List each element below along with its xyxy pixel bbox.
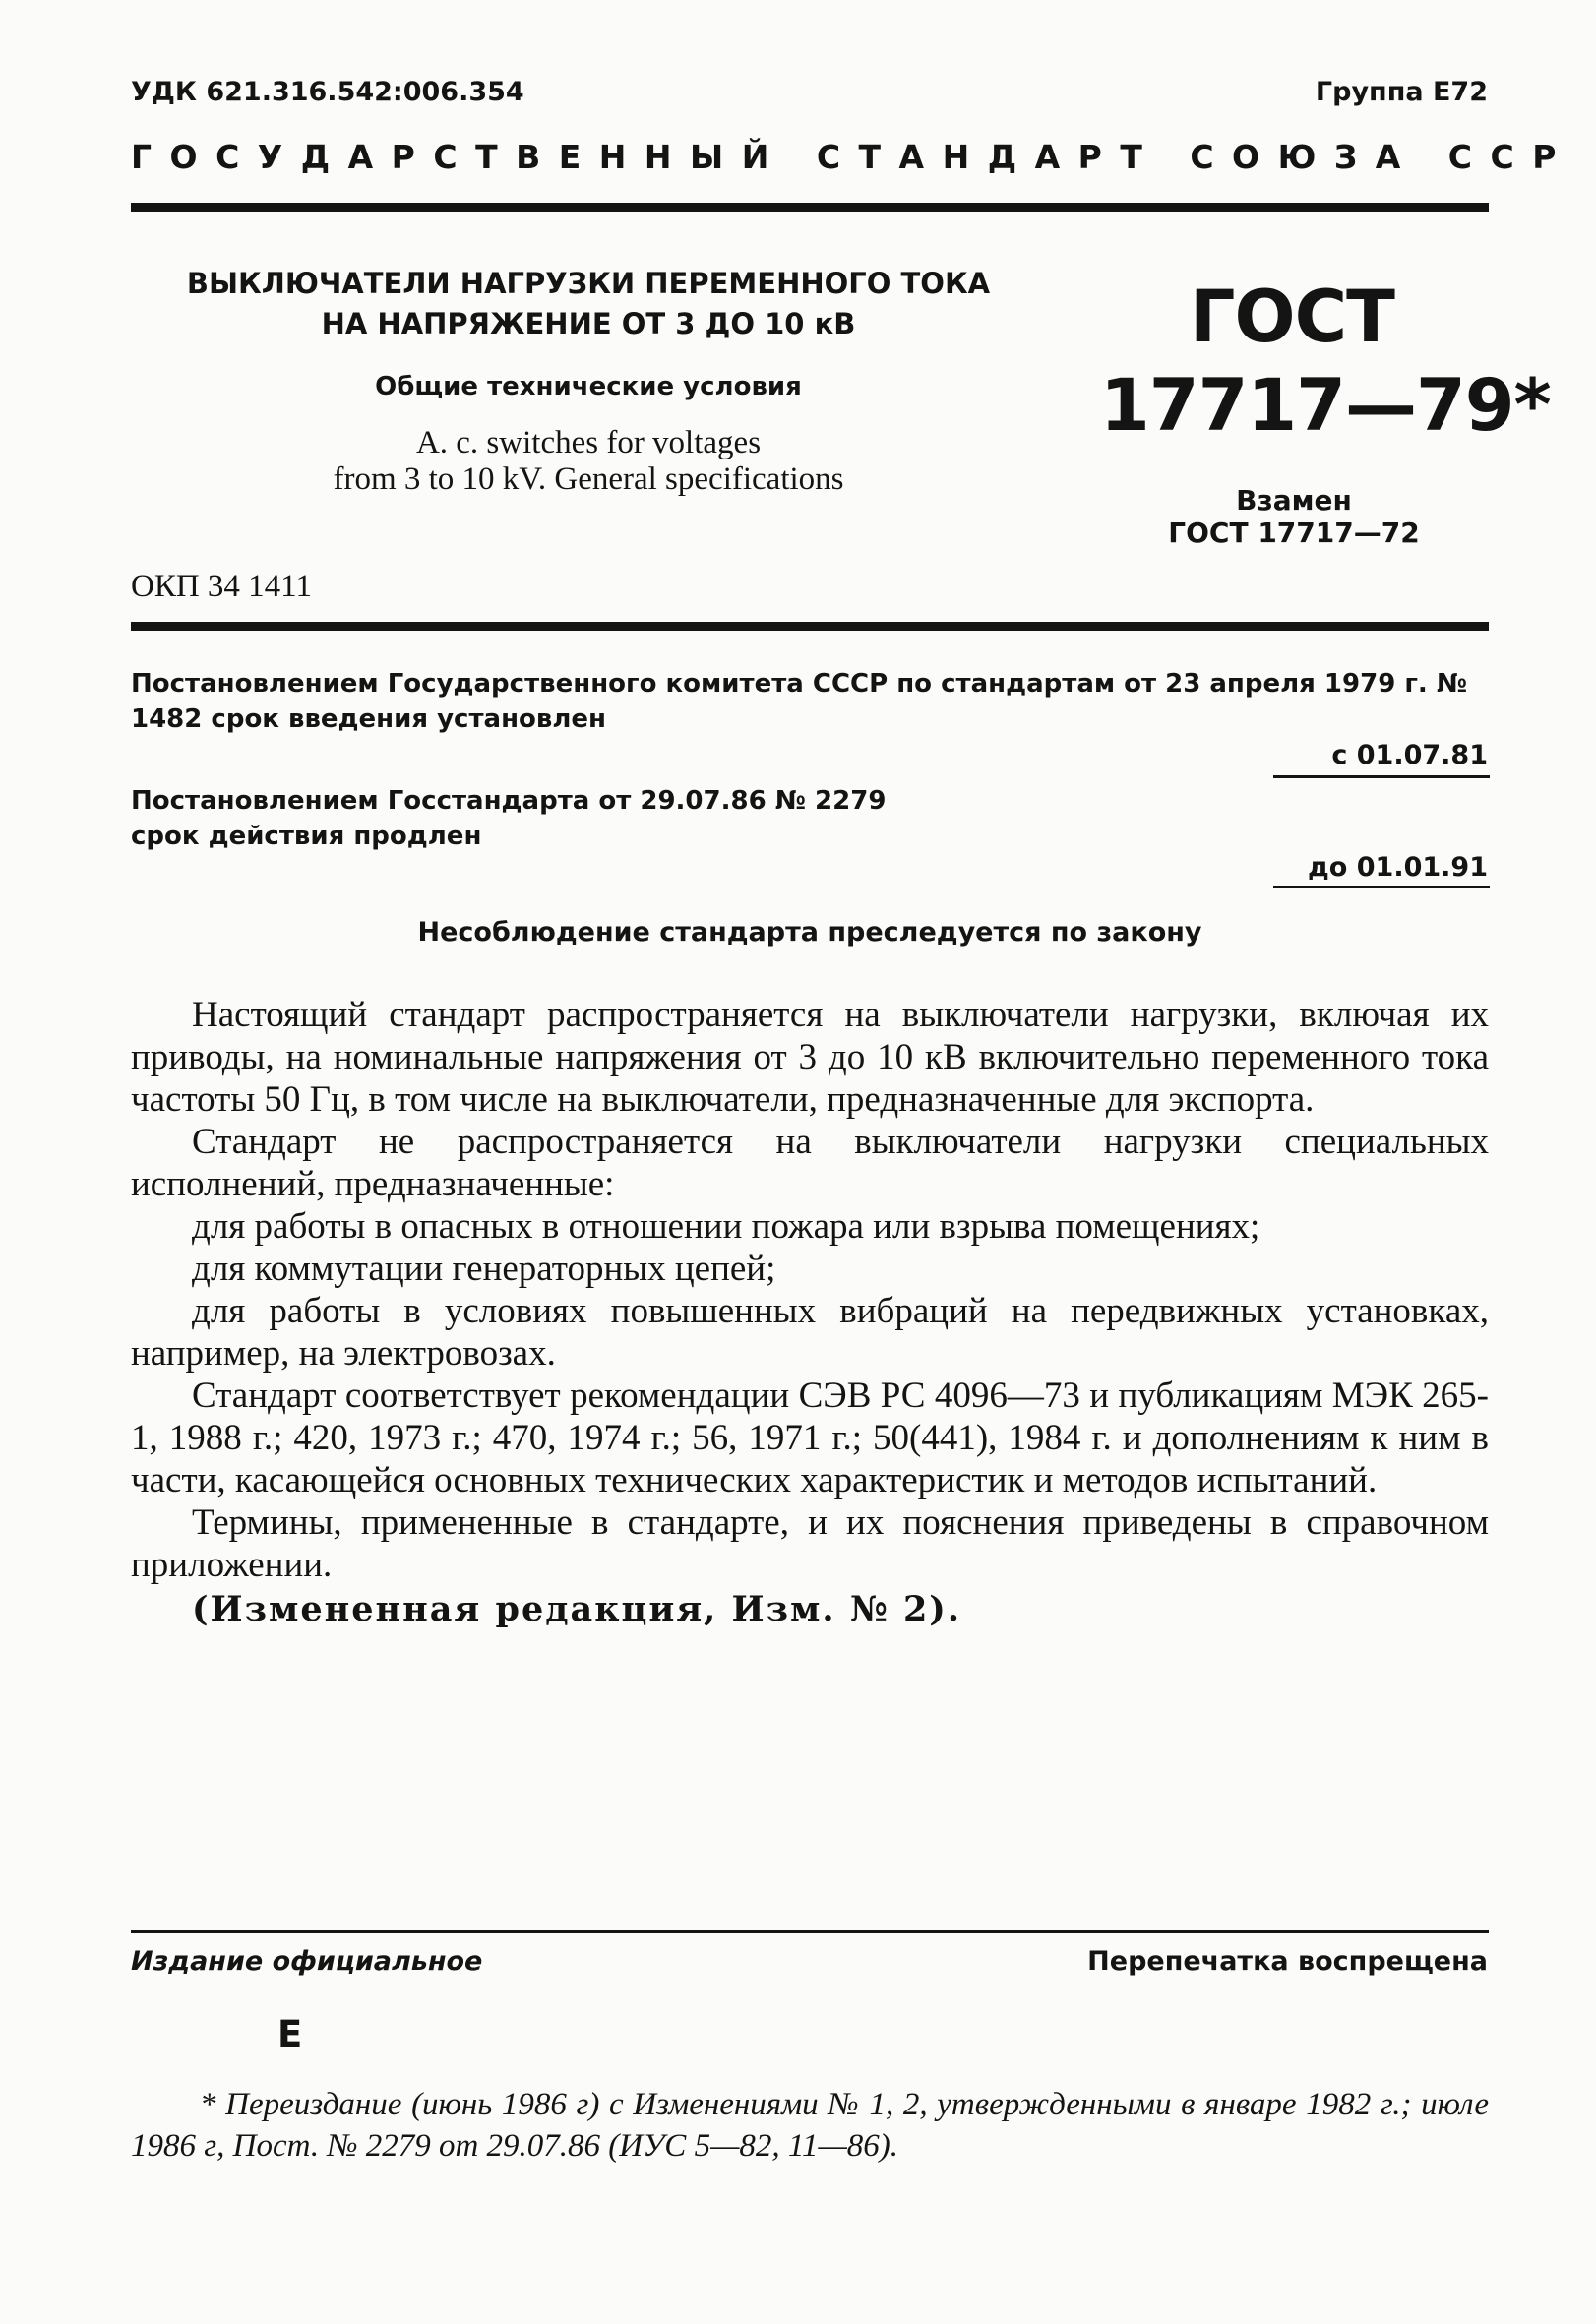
okp-code: ОКП 34 1411 — [131, 569, 312, 604]
decree-1-date-rule — [1273, 775, 1490, 778]
gost-number: 17717—79* — [1100, 364, 1551, 448]
english-title-line-1: A. c. switches for voltages — [415, 425, 762, 460]
document-title — [131, 264, 1046, 344]
amendment-note: (Измененная редакция, Изм. № 2). — [192, 1589, 962, 1629]
edition-letter: Е — [277, 2013, 303, 2055]
law-notice: Несоблюдение стандарта преследуется по закону — [417, 917, 1202, 948]
title-rule — [131, 622, 1489, 631]
english-title — [131, 425, 1046, 498]
udk-code: УДК 621.316.542:006.354 — [131, 77, 524, 107]
replaces-label: Взамен — [1236, 484, 1352, 517]
decree-1-date: с 01.07.81 — [1331, 740, 1488, 770]
gost-designation — [1100, 274, 1551, 451]
title-line-2: НА НАПРЯЖЕНИЕ ОТ 3 ДО 10 кВ — [321, 307, 856, 340]
decree-2-date: до 01.01.91 — [1308, 852, 1488, 883]
replaces-block — [1132, 484, 1456, 549]
english-title-line-2: from 3 to 10 kV. General specifications — [333, 461, 844, 497]
decree-2-line-2: срок действия продлен — [131, 822, 482, 851]
document-subtitle: Общие технические условия — [375, 372, 802, 401]
state-standard-heading: ГОСУДАРСТВЕННЫЙ СТАНДАРТ СОЮЗА ССР — [131, 138, 1574, 176]
decree-2 — [131, 783, 1489, 854]
header-rule — [131, 203, 1489, 212]
replaces-number: ГОСТ 17717—72 — [1168, 517, 1420, 549]
paragraph: для работы в условиях повышенных вибраций на передвижных установках, например, на электровозах. — [131, 1291, 1489, 1374]
decree-1: Постановлением Государственного комитета СССР по стандартам от 23 апреля 1979 г. № 1482 срок введения установлен — [131, 669, 1468, 734]
paragraph: Настоящий стандарт распространяется на выключатели нагрузки, включая их приводы, на номинальные напряжения от 3 до 10 кВ включительно переменного тока частоты 50 Гц, в том числе на выключатели, предназначенные для экспорта. — [131, 995, 1489, 1120]
body-text — [131, 994, 1489, 1630]
decree-2-date-rule — [1273, 886, 1490, 888]
paragraph: Стандарт соответствует рекомендации СЭВ РС 4096—73 и публикациям МЭК 265-1, 1988 г.; 420, 1973 г.; 470, 1974 г.; 56, 1971 г.; 50(441), 1984 г. и дополнениям к ним в части, касающейся основных технических характеристик и методов испытаний. — [131, 1376, 1489, 1500]
reissue-footnote: * Переиздание (июнь 1986 г) с Изменениями № 1, 2, утвержденными в январе 1982 г.; июле 1986 г, Пост. № 2279 от 29.07.86 (ИУС 5—82, 11—86). — [131, 2087, 1489, 2164]
official-edition: Издание официальное — [131, 1946, 483, 1977]
paragraph: для коммутации генераторных цепей; — [192, 1249, 776, 1289]
paragraph: Стандарт не распространяется на выключатели нагрузки специальных исполнений, предназначенные: — [131, 1122, 1489, 1204]
decree-2-line-1: Постановлением Госстандарта от 29.07.86 № 2279 — [131, 786, 887, 816]
paragraph: для работы в опасных в отношении пожара или взрыва помещениях; — [192, 1206, 1260, 1247]
title-line-1: ВЫКЛЮЧАТЕЛИ НАГРУЗКИ ПЕРЕМЕННОГО ТОКА — [186, 267, 991, 300]
footer-rule — [131, 1930, 1489, 1933]
gost-label: ГОСТ — [1190, 275, 1394, 359]
no-reprint-notice: Перепечатка воспрещена — [1087, 1946, 1488, 1977]
group-code: Группа Е72 — [1315, 77, 1488, 107]
paragraph: Термины, примененные в стандарте, и их пояснения приведены в справочном приложении. — [131, 1502, 1489, 1585]
